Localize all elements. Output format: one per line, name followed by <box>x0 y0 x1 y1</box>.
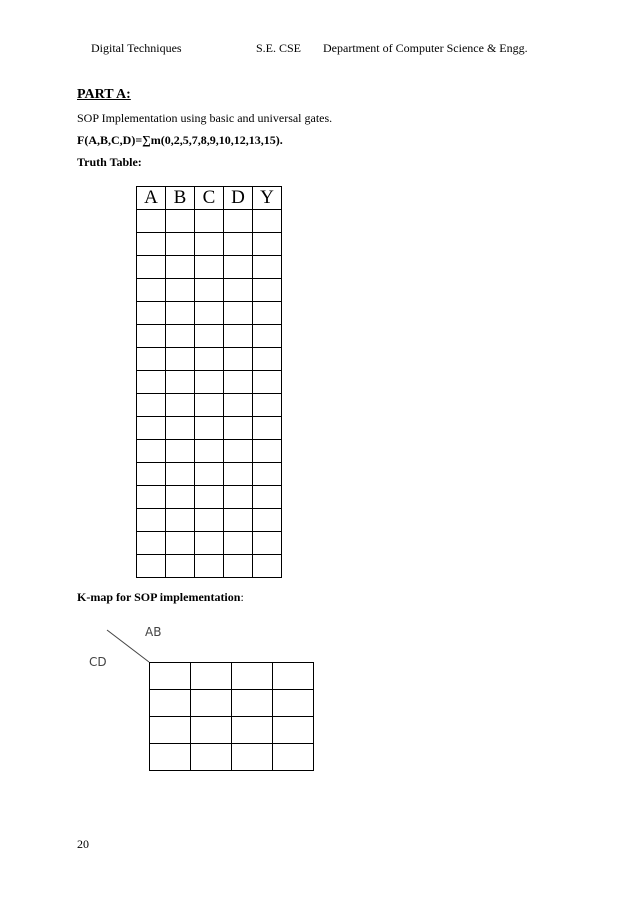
kmap-cell <box>232 744 273 771</box>
truth-table-row <box>137 417 282 440</box>
kmap-row <box>150 717 314 744</box>
kmap-cell <box>150 717 191 744</box>
truth-table-cell <box>195 302 224 325</box>
truth-table-cell <box>137 463 166 486</box>
truth-table-cell <box>166 440 195 463</box>
truth-table-cell <box>195 555 224 578</box>
truth-table-cell <box>166 532 195 555</box>
truth-table-cell <box>166 302 195 325</box>
truth-table-row <box>137 233 282 256</box>
truth-table-row <box>137 279 282 302</box>
truth-table-cell <box>166 463 195 486</box>
kmap-cell <box>273 744 314 771</box>
truth-table-header-row <box>137 187 282 210</box>
truth-table-cell <box>166 486 195 509</box>
aim-text: SOP Implementation using basic and universal gates. <box>77 111 333 125</box>
kmap-cell <box>150 690 191 717</box>
truth-table-cell <box>166 233 195 256</box>
kmap-cell <box>191 744 232 771</box>
truth-table-cell <box>137 509 166 532</box>
truth-table-row <box>137 371 282 394</box>
kmap-row <box>150 663 314 690</box>
truth-table-body <box>137 210 282 578</box>
kmap-row-variable: CD <box>89 655 107 669</box>
truth-table-cell <box>224 325 253 348</box>
truth-table-cell <box>224 463 253 486</box>
truth-table-cell <box>166 256 195 279</box>
kmap-grid <box>149 662 314 771</box>
kmap-cell <box>273 717 314 744</box>
truth-table-cell <box>166 509 195 532</box>
truth-table-cell <box>137 486 166 509</box>
truth-table-cell <box>195 279 224 302</box>
truth-table-cell <box>253 256 282 279</box>
truth-table-cell <box>224 486 253 509</box>
truth-table-cell <box>224 348 253 371</box>
truth-table-cell <box>253 302 282 325</box>
truth-table-cell <box>253 463 282 486</box>
truth-table-row <box>137 302 282 325</box>
truth-table-cell <box>195 371 224 394</box>
truth-table-col-c: C <box>195 187 224 210</box>
truth-table-cell <box>253 348 282 371</box>
truth-table-cell <box>224 279 253 302</box>
kmap-body <box>150 663 314 771</box>
truth-table-cell <box>253 325 282 348</box>
truth-table-row <box>137 394 282 417</box>
truth-table-cell <box>137 279 166 302</box>
truth-table-cell <box>195 532 224 555</box>
kmap-label <box>77 590 244 605</box>
truth-table-cell <box>224 440 253 463</box>
truth-table-row <box>137 463 282 486</box>
kmap-row <box>150 744 314 771</box>
truth-table-cell <box>224 233 253 256</box>
truth-table-cell <box>224 532 253 555</box>
truth-table-cell <box>137 555 166 578</box>
truth-table-cell <box>137 440 166 463</box>
truth-table-cell <box>253 509 282 532</box>
truth-table-cell <box>195 325 224 348</box>
truth-table-cell <box>137 325 166 348</box>
truth-table-cell <box>253 486 282 509</box>
truth-table-cell <box>224 555 253 578</box>
truth-table-row <box>137 486 282 509</box>
truth-table-cell <box>195 348 224 371</box>
truth-table-cell <box>137 210 166 233</box>
truth-table-cell <box>253 371 282 394</box>
kmap-cell <box>232 717 273 744</box>
truth-table-cell <box>224 509 253 532</box>
truth-table-cell <box>195 440 224 463</box>
function-expression: F(A,B,C,D)=∑m(0,2,5,7,8,9,10,12,13,15). <box>77 133 283 147</box>
truth-table-cell <box>253 555 282 578</box>
truth-table-cell <box>137 394 166 417</box>
kmap-cell <box>273 690 314 717</box>
truth-table-cell <box>137 417 166 440</box>
truth-table-cell <box>195 394 224 417</box>
header-subject: Digital Techniques <box>91 41 182 55</box>
truth-table-cell <box>195 210 224 233</box>
truth-table-cell <box>137 233 166 256</box>
truth-table-cell <box>166 417 195 440</box>
truth-table-cell <box>253 233 282 256</box>
kmap-cell <box>150 663 191 690</box>
truth-table-cell <box>195 509 224 532</box>
truth-table-row <box>137 348 282 371</box>
part-title: PART A: <box>77 87 131 102</box>
truth-table-cell <box>253 417 282 440</box>
truth-table-cell <box>224 371 253 394</box>
truth-table-cell <box>253 440 282 463</box>
truth-table-cell <box>253 279 282 302</box>
kmap-cell <box>191 663 232 690</box>
truth-table-cell <box>166 348 195 371</box>
truth-table-row <box>137 509 282 532</box>
kmap-cell <box>232 663 273 690</box>
kmap-label-suffix: : <box>240 590 244 604</box>
truth-table-label: Truth Table: <box>77 155 142 169</box>
kmap-cell <box>191 690 232 717</box>
truth-table-cell <box>166 210 195 233</box>
kmap-cell <box>150 744 191 771</box>
kmap-row <box>150 690 314 717</box>
kmap-cell <box>273 663 314 690</box>
truth-table-row <box>137 555 282 578</box>
truth-table-row <box>137 532 282 555</box>
truth-table-cell <box>253 210 282 233</box>
kmap-col-variable: AB <box>145 625 162 639</box>
truth-table-cell <box>224 394 253 417</box>
truth-table-cell <box>195 463 224 486</box>
truth-table-cell <box>224 256 253 279</box>
truth-table-cell <box>137 256 166 279</box>
header-department: Department of Computer Science & Engg. <box>323 41 528 55</box>
truth-table-cell <box>137 348 166 371</box>
truth-table-row <box>137 325 282 348</box>
truth-table-cell <box>195 486 224 509</box>
truth-table-cell <box>166 394 195 417</box>
truth-table-cell <box>195 417 224 440</box>
truth-table-cell <box>166 325 195 348</box>
truth-table-cell <box>224 417 253 440</box>
truth-table-cell <box>224 302 253 325</box>
kmap-cell <box>232 690 273 717</box>
truth-table-col-b: B <box>166 187 195 210</box>
truth-table-cell <box>166 279 195 302</box>
truth-table-cell <box>137 302 166 325</box>
truth-table-row <box>137 440 282 463</box>
truth-table-col-d: D <box>224 187 253 210</box>
truth-table-col-a: A <box>137 187 166 210</box>
truth-table-cell <box>166 555 195 578</box>
page-number: 20 <box>77 837 89 851</box>
truth-table <box>136 186 282 578</box>
truth-table-cell <box>137 532 166 555</box>
truth-table-cell <box>195 233 224 256</box>
kmap-label-bold: K-map for SOP implementation <box>77 590 241 604</box>
truth-table-cell <box>253 394 282 417</box>
truth-table-row <box>137 256 282 279</box>
truth-table-col-y: Y <box>253 187 282 210</box>
truth-table-cell <box>195 256 224 279</box>
truth-table-cell <box>224 210 253 233</box>
header-class: S.E. CSE <box>256 41 302 55</box>
truth-table-cell <box>166 371 195 394</box>
truth-table-row <box>137 210 282 233</box>
truth-table-cell <box>253 532 282 555</box>
truth-table-cell <box>137 371 166 394</box>
kmap-cell <box>191 717 232 744</box>
